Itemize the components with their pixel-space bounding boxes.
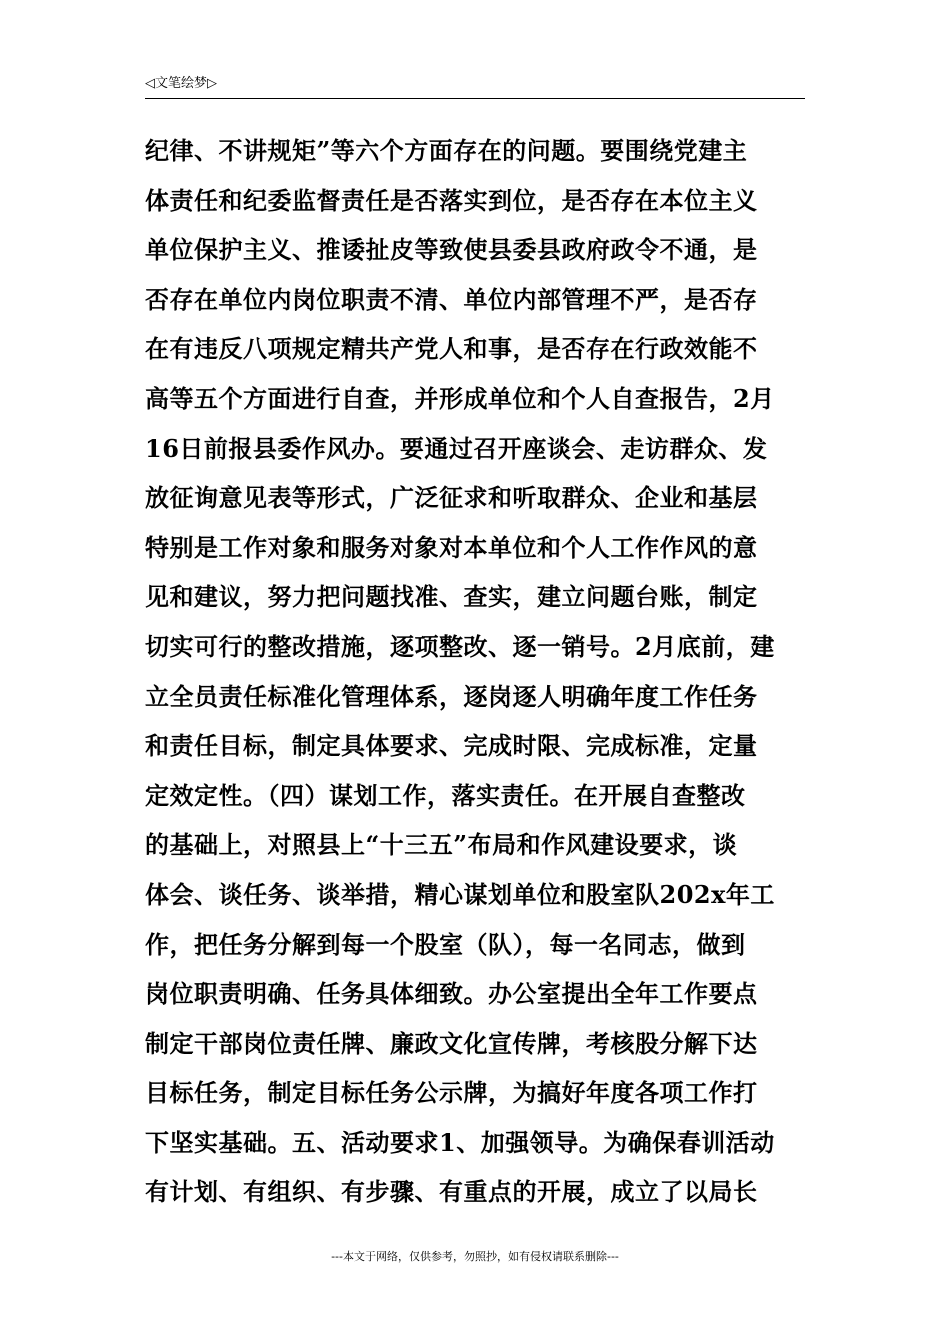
body-line: 目标任务，制定目标任务公示牌，为搞好年度各项工作打 xyxy=(145,1078,758,1108)
body-line: 纪律、不讲规矩”等六个方面存在的问题。要围绕党建主 xyxy=(145,136,748,165)
page-header xyxy=(145,72,805,99)
body-line: 否存在单位内岗位职责不清、单位内部管理不严，是否存 xyxy=(145,284,758,314)
body-line: 定效定性。（四）谋划工作，落实责任。在开展自查整改 xyxy=(145,780,746,810)
body-line: 高等五个方面进行自查，并形成单位和个人自查报告，2月 xyxy=(145,383,775,413)
body-line: 在有违反八项规定精共产党人和事，是否存在行政效能不 xyxy=(145,334,758,364)
body-line: 体责任和纪委监督责任是否落实到位，是否存在本位主义 xyxy=(145,185,758,215)
document-body xyxy=(145,126,815,1217)
body-line: 单位保护主义、推诿扯皮等致使县委县政府政令不通，是 xyxy=(145,235,758,265)
body-line: 作，把任务分解到每一个股室（队），每一名同志，做到 xyxy=(145,929,746,959)
body-line: 放征询意见表等形式，广泛征求和听取群众、企业和基层 xyxy=(145,483,758,513)
body-line: 下坚实基础。五、活动要求1、加强领导。为确保春训活动 xyxy=(145,1127,775,1157)
body-line: 特别是工作对象和服务对象对本单位和个人工作作风的意 xyxy=(145,532,758,562)
body-line: 体会、谈任务、谈举措，精心谋划单位和股室队202x年工 xyxy=(145,879,775,909)
body-line: 切实可行的整改措施，逐项整改、逐一销号。2月底前，建 xyxy=(145,631,775,661)
body-line: 岗位职责明确、任务具体细致。办公室提出全年工作要点 xyxy=(145,979,758,1009)
body-line: 立全员责任标准化管理体系，逐岗逐人明确年度工作任务 xyxy=(145,681,758,711)
page-footer: ---本文于网络，仅供参考，勿照抄，如有侵权请联系删除--- xyxy=(331,1250,619,1263)
body-line: 和责任目标，制定具体要求、完成时限、完成标准，定量 xyxy=(145,731,758,761)
body-line: 制定干部岗位责任牌、廉政文化宣传牌，考核股分解下达 xyxy=(145,1028,758,1058)
body-line: 有计划、有组织、有步骤、有重点的开展，成立了以局长 xyxy=(145,1177,758,1207)
header-title: ◁文笔绘梦▷ xyxy=(145,76,217,91)
body-line: 的基础上，对照县上“十三五”布局和作风建设要求，谈 xyxy=(145,830,738,860)
body-line: 见和建议，努力把问题找准、查实，建立问题台账，制定 xyxy=(145,582,758,612)
body-line: 16日前报县委作风办。要通过召开座谈会、走访群众、发 xyxy=(145,433,768,463)
